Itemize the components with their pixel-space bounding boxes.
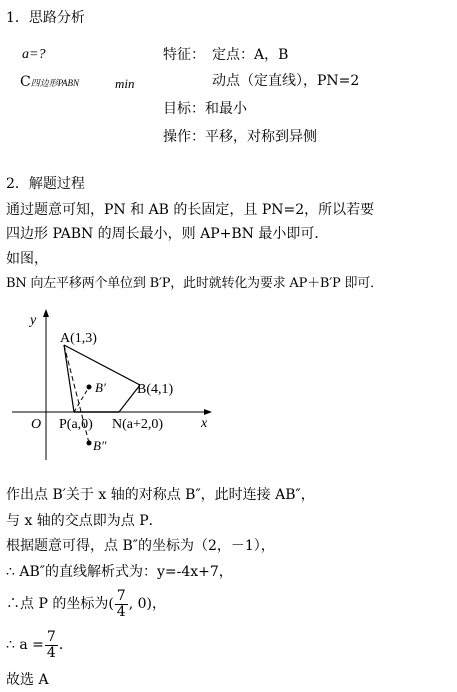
perimeter-min: min	[115, 76, 135, 91]
section3-line3: 根据题意可得，点 B″的坐标为（2，－1），	[6, 538, 275, 554]
line6-prefix: ∴ a =	[6, 637, 44, 654]
label-B-double-prime: B″	[93, 438, 107, 453]
answer-denominator: 4	[46, 644, 56, 661]
segment-AB	[64, 345, 140, 385]
point-B-double-prime	[87, 441, 92, 446]
fraction-denominator: 4	[116, 603, 126, 620]
fraction-numerator: 7	[116, 588, 126, 604]
section3-line1: 作出点 B′关于 x 轴的对称点 B″，此时连接 AB″，	[6, 487, 315, 503]
x-axis-label: x	[201, 416, 208, 431]
x-axis-arrow	[204, 409, 212, 415]
goal-text: 目标：和最小	[163, 101, 247, 117]
perimeter-expression	[20, 75, 79, 89]
coordinate-figure	[0, 300, 457, 470]
perimeter-symbol: C	[20, 74, 31, 90]
label-B-prime: B′	[95, 380, 106, 395]
features-label: 特征：	[163, 47, 205, 63]
y-axis-arrow	[43, 309, 49, 317]
origin-label: O	[31, 417, 42, 432]
unknown-a: a=?	[22, 47, 46, 62]
section2-line2: 四边形 PABN 的周长最小，则 AP+BN 最小即可．	[6, 226, 329, 242]
features-fixed: 定点：A，B	[212, 47, 289, 63]
answer-numerator: 7	[46, 629, 56, 645]
section3-line5	[6, 589, 166, 619]
y-axis-label: y	[30, 313, 37, 328]
final-answer: 故选 A	[6, 672, 49, 688]
fraction-answer	[45, 630, 58, 660]
section3-line6	[6, 630, 73, 660]
section2-heading: 2．解题过程	[6, 176, 85, 192]
label-A: A(1,3)	[60, 331, 97, 346]
section1-heading: 1．思路分析	[6, 10, 85, 26]
label-B: B(4,1)	[137, 382, 174, 397]
operation-text: 操作：平移，对称到异侧	[163, 129, 317, 145]
section3-line4: ∴ AB″的直线解析式为：y=-4x+7，	[6, 564, 233, 580]
features-moving: 动点（定直线），PN=2	[212, 73, 360, 89]
section3-line2: 与 x 轴的交点即为点 P．	[6, 513, 163, 529]
line6-suffix: ．	[58, 637, 73, 654]
line5-suffix: , 0)，	[128, 596, 166, 613]
point-B-prime	[87, 385, 92, 390]
segment-PB-prime	[74, 387, 89, 412]
section2-line1: 通过题意可知，PN 和 AB 的长固定，且 PN=2，所以若要	[6, 202, 375, 218]
fraction-7-4	[115, 589, 128, 619]
perimeter-subscript: 四边形PABN	[30, 78, 80, 88]
section2-line3: 如图，	[6, 251, 48, 267]
label-P: P(a,0)	[59, 417, 93, 432]
section2-line4: BN 向左平移两个单位到 B′P，此时就转化为要求 AP＋B′P 即可．	[6, 276, 383, 291]
label-N: N(a+2,0)	[112, 417, 164, 432]
line5-prefix: ∴点 P 的坐标为(	[6, 596, 114, 613]
